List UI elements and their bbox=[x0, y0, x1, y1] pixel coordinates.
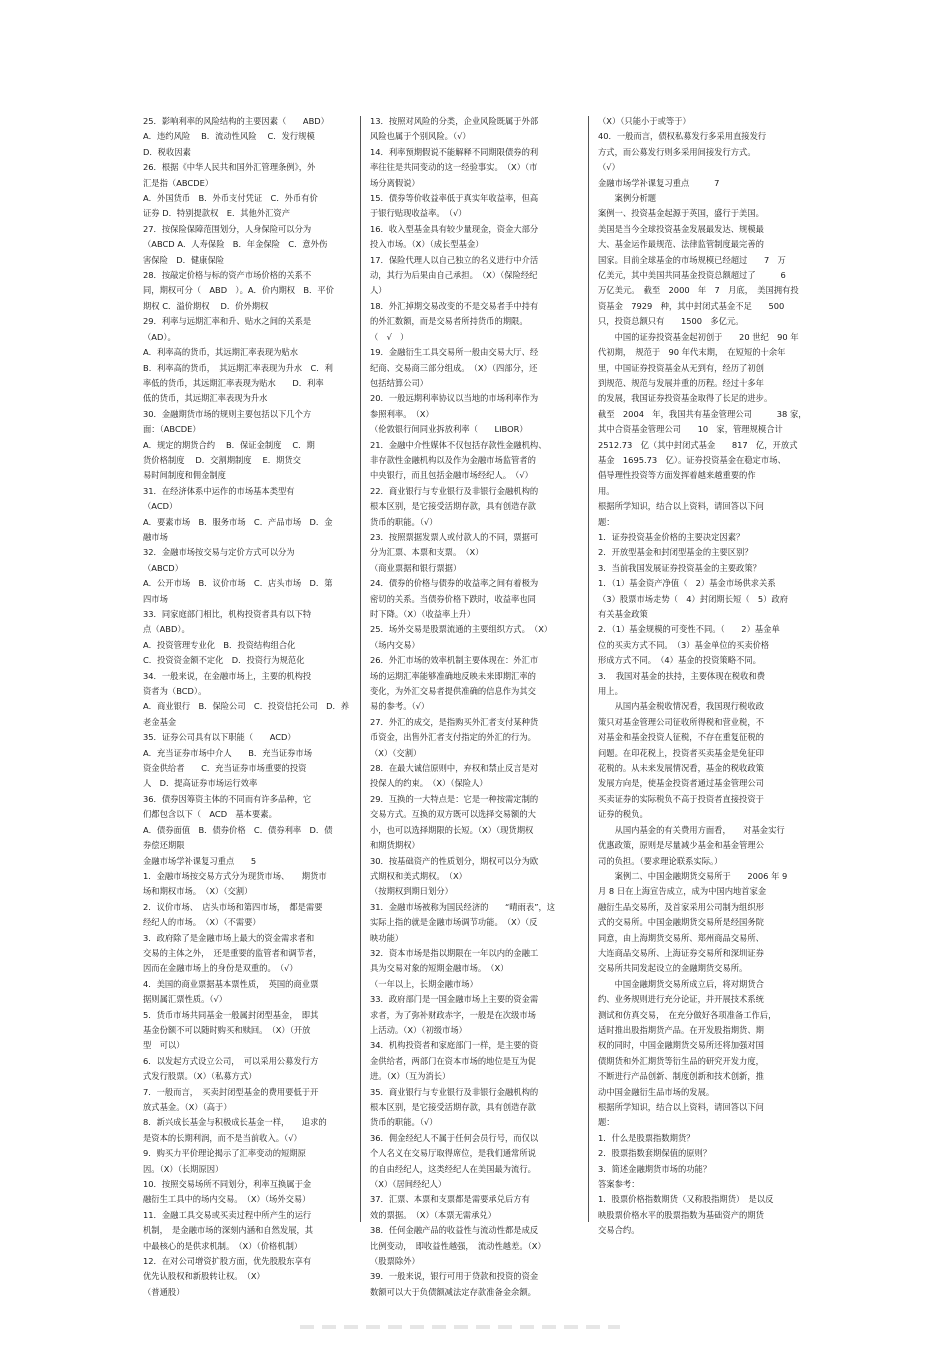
text-line: 约、业务规则进行充分论证，并开展技术系统 bbox=[598, 994, 764, 1005]
text-line: 31．在经济体系中运作的市场基本类型有 bbox=[143, 485, 295, 496]
text-line: 万亿美元。 截至 2000 年 7 月底， 美国拥有投 bbox=[598, 285, 799, 296]
text-line: 25．场外交易是股票流通的主要组织方式。 （X） bbox=[370, 624, 553, 635]
text-line: （商业票据和银行票据） bbox=[370, 562, 462, 573]
text-line: 10．按照交易场所不同划分，利率互换属于金 bbox=[143, 1179, 312, 1190]
text-line: 时下降。（X）（收益率上升） bbox=[370, 609, 476, 619]
text-line: 对基金和基金投资人征税，不存在重复征税的 bbox=[598, 732, 764, 743]
text-line: 是资本的长期利润，而不是当前收入。（√） bbox=[143, 1132, 302, 1143]
text-line: （ √ ） bbox=[370, 331, 409, 342]
text-line: 易时间制度和佣金制度 bbox=[143, 470, 226, 481]
text-line: 36．佣金经纪人不属于任何会员行号，而仅以 bbox=[370, 1132, 539, 1143]
text-line: 37．汇票、本票和支票都是需要承兑后方有 bbox=[370, 1194, 530, 1205]
text-line: 1．什么是股票指数期货？ bbox=[598, 1132, 695, 1143]
text-line: 14．利率预期假说不能解释不同期限债券的利 bbox=[370, 146, 539, 157]
text-line: 具为交易对象的短期金融市场。 （X） bbox=[370, 963, 509, 974]
text-line: 到规范、规范与发展并重的历程。经过十多年 bbox=[598, 377, 764, 388]
text-line: （伦敦银行间同业拆放利率（ LIBOR） bbox=[370, 424, 528, 435]
text-line: A．债券面值 B．债券价格 C．债券利率 D．债 bbox=[143, 824, 333, 835]
text-line: 中央银行，而且包括金融市场经纪人。 （√） bbox=[370, 470, 533, 481]
text-line: 因。（X）（长期原因） bbox=[143, 1163, 224, 1174]
text-line: （场内交易） bbox=[370, 639, 420, 650]
text-line: 根本区别，是它接受活期存款，具有创造存款 bbox=[370, 501, 536, 512]
text-line: 场和期权市场。 （X）（交割） bbox=[143, 886, 253, 897]
text-line: 1．证券投资基金价格的主要决定因素？ bbox=[598, 531, 745, 542]
text-line: 29．利率与远期汇率和升、贴水之间的关系是 bbox=[143, 316, 312, 327]
text-line: 的自由经纪人，这类经纪人在美国最为流行。 bbox=[370, 1163, 536, 1174]
text-line: 12．在对公司增资扩股方面，优先股股东享有 bbox=[143, 1256, 312, 1267]
text-line: 23．按照票据发票人或付款人的不同，票据可 bbox=[370, 531, 539, 542]
text-line: 动中国金融衍生品市场的发展。 bbox=[598, 1086, 715, 1097]
text-line: 资金供给者 C．充当证券市场重要的投资 bbox=[143, 763, 307, 774]
text-line: 40．一般而言，债权私募发行多采用直接发行 bbox=[598, 131, 767, 142]
text-line: 19．金融衍生工具交易所一般由交易大厅、经 bbox=[370, 347, 539, 358]
text-line: 2．股票指数套期保值的原则？ bbox=[598, 1148, 712, 1159]
text-line: 28．按敲定价格与标的资产市场价格的关系不 bbox=[143, 270, 312, 281]
text-line: （X）（交割） bbox=[370, 747, 422, 758]
text-line: 资基金 7929 种，其中封闭式基金不足 500 bbox=[598, 300, 785, 311]
text-line: 老金基金 bbox=[143, 716, 177, 727]
text-line: 20．一般远期利率协议以当地的市场利率作为 bbox=[370, 393, 539, 404]
text-line: （一年以上，长期金融市场） bbox=[370, 978, 478, 989]
text-line: 美国是当今全球投资基金发展最发达、规模最 bbox=[598, 223, 764, 234]
text-line: 经纪人的市场。 （X）（不需要） bbox=[143, 917, 261, 928]
text-line: 从国内基金的有关费用方面看， 对基金实行 bbox=[598, 824, 785, 835]
text-line: 货价格制度 D．交割期制度 E．期货交 bbox=[143, 454, 301, 465]
text-line: 货币的职能。（√） bbox=[370, 1117, 438, 1128]
text-line: （X）（只能小于或等于） bbox=[598, 116, 691, 126]
text-line: 3．政府除了是金融市场上最大的资金需求者和 bbox=[143, 932, 315, 943]
text-line: 的外汇数额，而是交易者所持货币的期限。 bbox=[370, 316, 528, 327]
text-line: 只，投资总额只有 1500 多亿元。 bbox=[598, 316, 744, 327]
text-line: 融衍生工具中的场内交易。 （X）（场外交易） bbox=[143, 1194, 311, 1205]
text-line: 小，也可以选择期限的长短。（X）（现货期权 bbox=[370, 824, 534, 835]
text-line: 24．债券的价格与债券的收益率之间有着极为 bbox=[370, 578, 539, 589]
text-line: 数额可以大于负债额减法定存款准备金余额。 bbox=[370, 1286, 536, 1297]
text-line: 26．根据《中华人民共和国外汇管理条例》，外 bbox=[143, 162, 316, 173]
text-line: 其中合资基金管理公司 10 家，管理规模合计 bbox=[598, 424, 783, 435]
text-line: 包括结算公司） bbox=[370, 377, 429, 388]
text-line: 34．一般来说，在金融市场上，主要的机构投 bbox=[143, 670, 312, 681]
text-line: 9．购买力平价理论揭示了汇率变动的短期原 bbox=[143, 1148, 306, 1159]
text-line: 35．商业银行与专业银行及非银行金融机构的 bbox=[370, 1086, 539, 1097]
text-column-left bbox=[143, 114, 351, 1300]
text-line: 中国的证券投资基金起初创于 20 世纪 90 年 bbox=[598, 331, 799, 342]
text-line: 1．股票价格指数期货（又称股指期货） 是以反 bbox=[598, 1194, 774, 1205]
text-line: 货币的职能。（√） bbox=[370, 516, 438, 527]
text-line: 适时推出股指期货产品。在开发股指期货、期 bbox=[598, 1024, 764, 1035]
text-line: 截至 2004 年，我国共有基金管理公司 38 家， bbox=[598, 408, 807, 419]
text-line: 低的货币，其远期汇率表现为升水 bbox=[143, 393, 268, 404]
text-line: 融衍生品交易所，及首家采用公司制为组织形 bbox=[598, 901, 764, 912]
text-line: 司的负担。（要求理论联系实际。） bbox=[598, 855, 723, 866]
text-line: 方式，而公募发行则多采用间接发行方式。 bbox=[598, 146, 756, 157]
text-line: 35．证券公司具有以下职能（ ACD） bbox=[143, 732, 296, 743]
text-line: 亿美元，其中美国共同基金投资总额超过了 6 bbox=[598, 270, 786, 281]
text-line: 34．机构投资者和家庭部门一样，是主要的资 bbox=[370, 1040, 539, 1051]
text-line: 效的票据。 （X）（本票无需承兑） bbox=[370, 1209, 496, 1220]
text-line: 26．外汇市场的效率机制主要体现在：外汇市 bbox=[370, 655, 539, 666]
text-line: 同意，由上海期货交易所、郑州商品交易所、 bbox=[598, 932, 764, 943]
text-line: 投保人的约束。 （X）（保险人） bbox=[370, 778, 488, 789]
text-line: 害保险 D．健康保险 bbox=[143, 254, 225, 265]
text-line: 变化，为外汇交易者提供准确的信息作为其交 bbox=[370, 686, 536, 697]
text-line: 32．金融市场按交易与定价方式可以分为 bbox=[143, 547, 295, 558]
text-line: 花税的。从未来发展情况看，基金的税收政策 bbox=[598, 763, 764, 774]
text-line: 放式基金。（X）（高于） bbox=[143, 1102, 232, 1112]
text-line: 16．收入型基金具有较少量现金，资金大部分 bbox=[370, 223, 539, 234]
text-line: （3）股票市场走势（ 4）封闭期长短（ 5）政府 bbox=[598, 593, 789, 604]
text-line: 17．保险代理人以自己独立的名义进行中介活 bbox=[370, 254, 539, 265]
text-line: 金融市场学补课复习重点 7 bbox=[598, 177, 720, 188]
text-line: 2．开放型基金和封闭型基金的主要区别？ bbox=[598, 547, 753, 558]
column-divider bbox=[588, 116, 589, 1222]
text-line: 18．外汇掉期交易改变的不是交易者手中持有 bbox=[370, 300, 539, 311]
text-line: 基金份额不可以随时购买和赎回。 （X）（开放 bbox=[143, 1024, 311, 1035]
text-line: 不断进行产品创新、制度创新和技术创新，推 bbox=[598, 1071, 764, 1082]
text-line: 根据所学知识，结合以上资料，请回答以下问 bbox=[598, 501, 764, 512]
text-line: 进。（X）（互为消长） bbox=[370, 1071, 451, 1082]
text-line: 32．资本市场是指以期限在一年以内的金融工 bbox=[370, 947, 539, 958]
text-line: 金供给者，两部门在资本市场的地位是互为促 bbox=[370, 1055, 536, 1066]
text-line: 21．金融中介性媒体不仅包括存款性金融机构、 bbox=[370, 439, 547, 450]
text-line: 映股票价格水平的股票指数为基础资产的期货 bbox=[598, 1209, 764, 1220]
text-line: （ACD） bbox=[143, 501, 178, 512]
text-line: 倡导理性投资等方面发挥着越来越重要的作 bbox=[598, 470, 756, 481]
text-line: A．外国货币 B．外币支付凭证 C．外币有价 bbox=[143, 193, 318, 204]
text-line: 证券的税负。 bbox=[598, 809, 648, 820]
text-line: （ABCD） bbox=[143, 562, 183, 573]
text-line: 策只对基金管理公司征收所得税和营业税，不 bbox=[598, 716, 764, 727]
text-line: 债期货和外汇期货等衍生品的研究开发力度， bbox=[598, 1055, 764, 1066]
text-line: 根本区别，是它接受活期存款，具有创造存款 bbox=[370, 1102, 536, 1112]
text-line: 非存款性金融机构以及作为金融市场监管者的 bbox=[370, 454, 536, 465]
text-line: 3．当前我国发展证券投资基金的主要政策？ bbox=[598, 562, 761, 573]
text-line: 案例一、投资基金起源于英国，盛行于美国。 bbox=[598, 208, 764, 219]
text-line: 映功能） bbox=[370, 932, 404, 943]
text-line: 答案参考： bbox=[598, 1179, 640, 1190]
text-line: 权的同时，中国金融期货交易所还将加强对国 bbox=[598, 1040, 764, 1051]
text-line: （股票除外） bbox=[370, 1256, 420, 1267]
text-line: 参照利率。 （X） bbox=[370, 408, 434, 419]
text-line: 分为汇票、本票和支票。 （X） bbox=[370, 547, 484, 558]
text-line: 式发行股票。（X）（私募方式） bbox=[143, 1071, 257, 1082]
footer-watermark-strip bbox=[300, 1325, 620, 1329]
text-line: 33．同家庭部门相比，机构投资者具有以下特 bbox=[143, 609, 312, 619]
text-line: 人） bbox=[370, 285, 387, 296]
text-line: 30．按基础资产的性质划分，期权可以分为欧 bbox=[370, 855, 539, 866]
text-line: 代初期， 规范于 90 年代末期， 在短短的十余年 bbox=[598, 347, 786, 358]
text-line: 问题。在印花税上，投资者买卖基金是免征印 bbox=[598, 747, 764, 758]
text-line: 式期权和美式期权。 （X） bbox=[370, 870, 467, 881]
text-line: 动，其行为后果由自己承担。 （X）（保险经纪 bbox=[370, 270, 538, 281]
text-line: A．公开市场 B．议价市场 C．店头市场 D．第 bbox=[143, 578, 333, 589]
text-line: 30．金融期货市场的规则主要包括以下几个方 bbox=[143, 408, 312, 419]
text-line: 型 可以） bbox=[143, 1040, 185, 1051]
text-line: 用。 bbox=[598, 485, 615, 496]
text-line: A．充当证券市场中介人 B．充当证券市场 bbox=[143, 747, 313, 758]
text-line: 题： bbox=[598, 1117, 615, 1128]
text-line: 纪商、交易商三部分组成。 （X）（四部分，还 bbox=[370, 362, 538, 373]
text-line: 资者为（BCD）。 bbox=[143, 686, 207, 697]
text-line: 据则属汇票性质。（√） bbox=[143, 994, 228, 1005]
text-line: 从国内基金税收情况看，我国现行税收政 bbox=[598, 701, 764, 712]
text-line: 2．议价市场、 店头市场和第四市场， 都是需要 bbox=[143, 901, 323, 912]
text-line: 基金 1695.73 亿）。证券投资基金在稳定市场、 bbox=[598, 454, 786, 465]
text-line: 密切的关系。当债券价格下跌时，收益率也同 bbox=[370, 593, 536, 604]
text-line: 25．影响利率的风险结构的主要因素（ ABD） bbox=[143, 116, 329, 126]
text-line: 融市场 bbox=[143, 531, 168, 542]
text-line: （X）（居间经纪人） bbox=[370, 1179, 447, 1190]
text-line: D．税收因素 bbox=[143, 146, 191, 157]
text-line: 13．按照对风险的分类，企业风险既属于外部 bbox=[370, 116, 539, 126]
text-line: 案例分析题 bbox=[598, 193, 657, 204]
text-line: 2512.73 亿（其中封闭式基金 817 亿，开放式 bbox=[598, 439, 798, 450]
text-line: 场的运期汇率能够准确地反映未来即期汇率的 bbox=[370, 670, 536, 681]
text-line: 们都包含以下（ ACD 基本要素。 bbox=[143, 809, 277, 820]
text-line: 案例二、中国金融期货交易所于 2006 年 9 bbox=[598, 870, 788, 881]
text-line: 形成方式不同。 （4）基金的投资策略不同。 bbox=[598, 655, 761, 666]
text-line: 8．新兴成长基金与积极成长基金一样， 追求的 bbox=[143, 1117, 327, 1128]
text-line: 36．债券因筹资主体的不同而有许多品种，它 bbox=[143, 793, 312, 804]
text-line: 2．（1）基金规模的可变性不同。（ 2）基金单 bbox=[598, 624, 780, 635]
text-line: A．利率高的货币，其远期汇率表现为贴水 bbox=[143, 347, 299, 358]
text-line: 用上。 bbox=[598, 686, 623, 697]
text-line: 点（ABD）。 bbox=[143, 624, 190, 635]
text-line: 于银行贴现收益率。 （√） bbox=[370, 208, 467, 219]
text-line: 4．美国的商业票据基本票性质， 英国的商业票 bbox=[143, 978, 319, 989]
text-line: （普通股） bbox=[143, 1286, 185, 1297]
text-line: 场分离假说） bbox=[370, 177, 420, 188]
text-line: 因而在金融市场上的身份是双重的。 （√） bbox=[143, 963, 298, 974]
text-line: 金融市场学补课复习重点 5 bbox=[143, 855, 257, 866]
text-line: 7．一般而言， 买卖封闭型基金的费用要低于开 bbox=[143, 1086, 319, 1097]
text-line: 买卖证券的实际税负不高于投资者直接投资于 bbox=[598, 793, 764, 804]
text-line: 15．债券等价收益率低于真实年收益率，但高 bbox=[370, 193, 539, 204]
text-line: 投入市场。（X）（成长型基金） bbox=[370, 239, 484, 250]
text-line: 28．在最大诚信原则中，弃权和禁止反言是对 bbox=[370, 763, 539, 774]
text-column-middle bbox=[370, 114, 581, 1300]
text-line: 大连商品交易所、上海证券交易所和深圳证券 bbox=[598, 947, 764, 958]
text-line: 27．按保险保障范围划分，人身保险可以分为 bbox=[143, 223, 312, 234]
text-line: 3． 我国对基金的扶持，主要体现在税收和费 bbox=[598, 670, 766, 681]
text-line: （√） bbox=[598, 162, 620, 173]
text-line: 币资金，出售外汇者支付指定的外汇的行为。 bbox=[370, 732, 536, 743]
text-line: 根据所学知识，结合以上资料，请回答以下问 bbox=[598, 1102, 764, 1112]
text-line: A．规定的期货合约 B．保证金制度 C．期 bbox=[143, 439, 315, 450]
column-divider bbox=[360, 116, 361, 1222]
text-line: 交易的主体之外， 还是重要的监管者和调节者， bbox=[143, 947, 322, 958]
text-line: 四市场 bbox=[143, 593, 168, 604]
text-line: 3．简述金融期货市场的功能？ bbox=[598, 1163, 712, 1174]
text-line: A．投资管理专业化 B．投资结构组合化 bbox=[143, 639, 296, 650]
text-line: 交易所共同发起设立的金融期货交易所。 bbox=[598, 963, 748, 974]
text-line: （AD）。 bbox=[143, 331, 176, 342]
text-line: 汇是指（ABCDE） bbox=[143, 177, 214, 188]
text-line: 33．政府部门是一国金融市场上主要的资金需 bbox=[370, 994, 539, 1005]
text-line: 证券 D．特别提款权 E．其他外汇资产 bbox=[143, 208, 291, 219]
text-line: 位的买卖方式不同。 （3）基金单位的买卖价格 bbox=[598, 639, 770, 650]
text-line: 测试和仿真交易， 在充分做好各项准备工作后， bbox=[598, 1009, 777, 1020]
text-line: 式的交易所。中国金融期货交易所是经国务院 bbox=[598, 917, 764, 928]
text-line: A．要素市场 B．服务市场 C．产品市场 D．金 bbox=[143, 516, 333, 527]
text-line: 风险也属于个别风险。（√） bbox=[370, 131, 471, 142]
text-line: 人 D．提高证券市场运行效率 bbox=[143, 778, 258, 789]
text-line: 题： bbox=[598, 516, 615, 527]
text-line: 期权 C．溢价期权 D．价外期权 bbox=[143, 300, 269, 311]
text-column-right bbox=[598, 114, 810, 1239]
text-line: 有关基金政策 bbox=[598, 609, 648, 619]
text-line: 优惠政策，原则是尽量减少基金和基金管理公 bbox=[598, 840, 764, 851]
text-line: C．投资资金额不定化 D．投资行为规范化 bbox=[143, 655, 305, 666]
text-line: 1．金融市场按交易方式分为现货市场、 期货市 bbox=[143, 870, 327, 881]
text-line: 22．商业银行与专业银行及非银行金融机构的 bbox=[370, 485, 539, 496]
text-line: 中国金融期货交易所成立后，将对期货合 bbox=[598, 978, 764, 989]
text-line: 6．以发起方式设立公司， 可以采用公募发行方 bbox=[143, 1055, 319, 1066]
text-line: 1．（1）基金资产净值（ 2）基金市场供求关系 bbox=[598, 578, 776, 589]
text-line: 率往往是共同变动的这一经验事实。 （X）（市 bbox=[370, 162, 538, 173]
text-line: 的发展，我国证券投资基金取得了长足的进步。 bbox=[598, 393, 773, 404]
text-line: 交易方式。互换的双方既可以选择交易额的大 bbox=[370, 809, 536, 820]
text-line: 实际上指的就是金融市场调节功能。 （X）（反 bbox=[370, 917, 538, 928]
text-line: A．商业银行 B．保险公司 C．投资信托公司 D．养 bbox=[143, 701, 350, 712]
text-line: 31．金融市场被称为国民经济的 “晴雨表”，这 bbox=[370, 901, 556, 912]
text-line: 同，期权可分（ ABD ）。A．价内期权 B．平价 bbox=[143, 285, 334, 296]
text-line: 易的参考。（√） bbox=[370, 701, 430, 712]
text-line: 交易合约。 bbox=[598, 1225, 640, 1236]
text-line: 月 8 日在上海宣告成立，成为中国内地首家金 bbox=[598, 886, 767, 897]
text-line: 11．金融工具交易或买卖过程中所产生的运行 bbox=[143, 1209, 312, 1220]
text-line: 中最核心的是供求机制。 （X）（价格机制） bbox=[143, 1240, 303, 1251]
text-line: 上活动。（X）（初级市场） bbox=[370, 1024, 467, 1035]
text-line: 发展方向是，使基金投资者通过基金管理公司 bbox=[598, 778, 764, 789]
text-line: 率低的货币，其远期汇率表现为贴水 D．利率 bbox=[143, 377, 324, 388]
text-line: 5．货币市场共同基金一般属封闭型基金， 即其 bbox=[143, 1009, 319, 1020]
text-line: 大、基金运作最规范、法律监管制度最完善的 bbox=[598, 239, 764, 250]
text-line: 38．任何金融产品的收益性与流动性都是成反 bbox=[370, 1225, 539, 1236]
text-line: 券偿还期限 bbox=[143, 840, 185, 851]
text-line: 比例变动， 即收益性越强， 流动性越差。（X） bbox=[370, 1240, 546, 1251]
text-line: 求者，为了弥补财政赤字，一般是在次级市场 bbox=[370, 1009, 536, 1020]
text-line: 机制， 是金融市场的深刻内涵和自然发展，其 bbox=[143, 1225, 314, 1236]
text-line: 面：（ABCDE） bbox=[143, 424, 201, 435]
text-line: 29．互换的一大特点是：它是一种按需定制的 bbox=[370, 793, 539, 804]
text-line: 39．一般来说，银行可用于贷款和投资的资金 bbox=[370, 1271, 539, 1282]
text-line: 国家。目前全球基金的市场规模已经超过 7 万 bbox=[598, 254, 786, 265]
text-line: （ABCD A．人寿保险 B．年金保险 C．意外伤 bbox=[143, 239, 328, 250]
text-line: 里，中国证券投资基金从无到有，经历了初创 bbox=[598, 362, 764, 373]
text-line: 个人名义在交易厅取得席位，是我们通常所说 bbox=[370, 1148, 536, 1159]
text-line: （按期权到期日划分） bbox=[370, 886, 453, 897]
text-line: 27．外汇的成交，是指购买外汇者支付某种货 bbox=[370, 716, 539, 727]
text-line: 和期货期权） bbox=[370, 840, 420, 851]
text-line: A．违约风险 B．流动性风险 C．发行规模 bbox=[143, 131, 315, 142]
text-line: B．利率高的货币， 其远期汇率表现为升水 C．利 bbox=[143, 362, 333, 373]
text-line: 优先认股权和新股转让权。 （X） bbox=[143, 1271, 265, 1282]
